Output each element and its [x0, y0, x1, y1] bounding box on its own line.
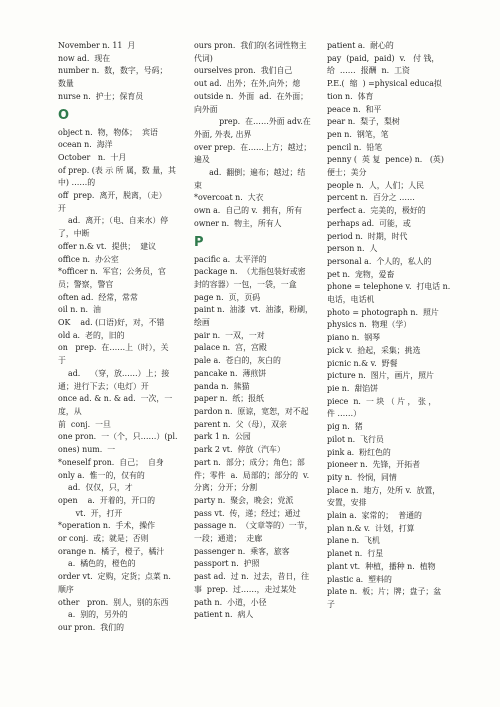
- entry-line: offer n.& vt. 提供； 建议: [58, 241, 157, 251]
- dictionary-entry: [194, 419, 316, 432]
- dictionary-entry: [58, 190, 180, 215]
- entry-continuation: 外面, 外表, 出界: [194, 129, 252, 139]
- dictionary-entry: [58, 495, 180, 508]
- entry-line: pacific a. 太平洋的: [194, 254, 267, 264]
- dictionary-entry: [194, 520, 316, 545]
- dictionary-entry: [327, 332, 451, 345]
- entry-line: part n. 部分；成分；角色；部: [194, 457, 305, 467]
- entry-line: pale a. 苍白的，灰白的: [194, 356, 281, 366]
- entry-line: pear n. 梨子，梨树: [327, 117, 400, 127]
- dictionary-entry: [194, 142, 316, 167]
- entry-line: plastic a. 塑料的: [327, 574, 392, 584]
- entry-line: pink a. 粉红色的: [327, 447, 391, 457]
- entry-line: *officer n. 军官；公务员，官: [58, 267, 166, 277]
- entry-line: paper n. 纸；报纸: [194, 394, 264, 404]
- dictionary-entry: [327, 269, 451, 282]
- dictionary-entry: [58, 53, 180, 66]
- dictionary-entry: [58, 609, 180, 622]
- entry-continuation: 便士；美分: [327, 168, 367, 178]
- dictionary-entry: [327, 129, 451, 142]
- dictionary-entry: [327, 53, 451, 78]
- entry-line: our pron. 我们的: [58, 622, 124, 632]
- dictionary-entry: [327, 319, 451, 332]
- entry-line: place n. 地方，处所 v. 放置，: [327, 485, 441, 495]
- entry-continuation: 遍及: [194, 155, 210, 165]
- dictionary-entry: [327, 243, 451, 256]
- dictionary-entry: [194, 342, 316, 355]
- dictionary-entry: [58, 470, 180, 483]
- dictionary-entry: [194, 65, 316, 78]
- entry-line: passenger n. 乘客，旅客: [194, 546, 290, 556]
- entry-line: outside n. 外面 ad. 在外面；: [194, 91, 309, 101]
- entry-line: ad. 翻倒；遍布；越过；结: [194, 168, 306, 178]
- entry-line: only a. 惟一的，仅有的: [58, 470, 145, 480]
- entry-line: pioneer n. 先锋，开拓者: [327, 460, 420, 470]
- entry-line: plain a. 家常的； 普通的: [327, 511, 422, 521]
- dictionary-entry: [194, 546, 316, 559]
- dictionary-entry: [58, 508, 180, 521]
- dictionary-entry: [58, 622, 180, 635]
- entry-line: piano n. 钢琴: [327, 333, 381, 343]
- entry-line: prep. 在……外面 adv.在: [194, 117, 311, 127]
- dictionary-entry: [327, 459, 451, 472]
- dictionary-entry: [58, 457, 180, 470]
- dictionary-entry: [194, 116, 316, 141]
- entry-line: ourselves pron. 我们自己: [194, 66, 293, 76]
- entry-line: P.E.( 缩 ) =physical educa拟: [327, 79, 442, 89]
- dictionary-entry: [327, 561, 451, 574]
- entry-continuation: 子: [327, 599, 335, 609]
- entry-line: number n. 数，数字，号码；: [58, 66, 168, 76]
- entry-continuation: 代词): [194, 53, 213, 63]
- dictionary-entry: [58, 266, 180, 291]
- entry-line: pilot n. 飞行员: [327, 434, 384, 444]
- dictionary-entry: [327, 535, 451, 548]
- dictionary-entry: [58, 127, 180, 140]
- entry-line: November n. 11 月: [58, 41, 136, 50]
- entry-line: open a. 开着的，开口的: [58, 495, 156, 505]
- dictionary-entry: [58, 546, 180, 559]
- entry-line: perfect a. 完美的，极好的: [327, 206, 426, 216]
- dictionary-entry: [327, 256, 451, 269]
- dictionary-entry: [327, 434, 451, 447]
- entry-line: often ad. 经常，常常: [58, 292, 138, 302]
- dictionary-entry: [194, 78, 316, 91]
- entry-line: ours pron. 我们的(名词性物主: [194, 41, 307, 50]
- entry-line: period n. 时期，时代: [327, 231, 408, 241]
- entry-line: palace n. 宫，宫殿: [194, 343, 267, 353]
- entry-continuation: 束: [194, 180, 202, 190]
- entry-line: ocean n. 海洋: [58, 140, 113, 150]
- entry-line: *overcoat n. 大衣: [194, 193, 264, 203]
- entry-line: *operation n. 手术，操作: [58, 521, 155, 531]
- entry-line: old a. 老的，旧的: [58, 330, 125, 340]
- dictionary-entry: [58, 482, 180, 495]
- entry-line: October n. 十月: [58, 152, 127, 162]
- entry-line: planet n. 行星: [327, 549, 384, 559]
- entry-continuation: 员；警察，警官: [58, 279, 114, 289]
- dictionary-entry: [327, 358, 451, 371]
- dictionary-entry: [194, 406, 316, 419]
- dictionary-entry: [194, 431, 316, 444]
- dictionary-entry: [327, 396, 451, 421]
- entry-line: phone = telephone v. 打电话 n.: [327, 282, 451, 292]
- entry-line: pancake n. 薄煎饼: [194, 368, 267, 378]
- dictionary-entry: [58, 304, 180, 317]
- dictionary-entry: [58, 241, 180, 254]
- dictionary-entry: [58, 368, 180, 393]
- column-1: [58, 40, 180, 707]
- dictionary-entry: [194, 609, 316, 622]
- dictionary-entry: [327, 485, 451, 510]
- entry-line: OK ad. (口语)好，对，不错: [58, 318, 165, 328]
- dictionary-entry: [58, 91, 180, 104]
- dictionary-entry: [327, 370, 451, 383]
- entry-line: vt. 开，打开: [58, 508, 123, 518]
- entry-continuation: 件；零件 a. 局部的；部分的 v.: [194, 470, 310, 480]
- dictionary-entry: [327, 231, 451, 244]
- entry-line: own a. 自己的 v. 拥有，所有: [194, 206, 303, 216]
- entry-continuation: 通；进行下去；（电灯）开: [58, 381, 149, 391]
- entry-line: picnic n.& v. 野餐: [327, 358, 398, 368]
- dictionary-entry: [194, 368, 316, 381]
- entry-line: office n. 办公室: [58, 254, 119, 264]
- entry-line: of prep. (表 示 所 属，数 量，其: [58, 165, 176, 175]
- dictionary-entry: [58, 558, 180, 571]
- entry-line: past ad. 过 n. 过去，昔日，往: [194, 572, 310, 582]
- entry-line: people n. 人，人们；人民: [327, 180, 425, 190]
- dictionary-entry: [327, 40, 451, 53]
- dictionary-entry: [58, 431, 180, 456]
- entry-continuation: 安置，安排: [327, 498, 367, 508]
- section-heading: P: [194, 234, 204, 250]
- entry-line: on prep. 在……上（时），关: [58, 343, 169, 353]
- dictionary-entry: [58, 65, 180, 90]
- section-heading: O: [58, 107, 70, 123]
- entry-continuation: 一段；通道； 走廊: [194, 534, 263, 544]
- dictionary-entry: [327, 154, 451, 179]
- entry-line: pencil n. 铅笔: [327, 142, 383, 152]
- dictionary-entry: [194, 205, 316, 218]
- dictionary-entry: [194, 355, 316, 368]
- entry-line: off prep. 离开，脱离，（走）: [58, 191, 167, 201]
- entry-continuation: 顺序: [58, 584, 74, 594]
- dictionary-entry: [327, 205, 451, 218]
- entry-line: person n. 人: [327, 244, 378, 254]
- entry-line: plate n. 板；片；牌；盘子；盆: [327, 587, 442, 597]
- dictionary-entry: [327, 218, 451, 231]
- entry-line: *oneself pron. 自己； 自身: [58, 457, 164, 467]
- dictionary-entry: [58, 139, 180, 152]
- entry-line: percent n. 百分之 ……: [327, 193, 415, 203]
- entry-line: ad. 离开；（电、自来水）停: [58, 216, 169, 226]
- entry-line: out ad. 出外；在外,向外；熄: [194, 79, 301, 89]
- entry-line: penny ( 英 复 pence) n. (英): [327, 155, 444, 165]
- dictionary-entry: [327, 104, 451, 117]
- entry-line: pass vt. 传，递；经过；通过: [194, 508, 301, 518]
- entry-line: orange n. 橘子，橙子，橘汁: [58, 546, 165, 556]
- dictionary-entry: [327, 307, 451, 320]
- entry-line: pity n. 怜悯，同情: [327, 472, 397, 482]
- dictionary-entry: [327, 523, 451, 536]
- dictionary-entry: [194, 218, 316, 231]
- entry-line: once ad. & n. & ad. 一次，一度，从: [58, 394, 173, 416]
- entry-line: or conj. 或；就是；否则: [58, 534, 149, 544]
- entry-continuation: 绘画: [194, 318, 210, 328]
- column-2: [194, 40, 316, 707]
- entry-line: plan n.& v. 计划，打算: [327, 523, 415, 533]
- dictionary-entry: [194, 597, 316, 610]
- entry-continuation: 向外面: [194, 104, 218, 114]
- entry-line: pig n. 猪: [327, 422, 363, 432]
- entry-line: plane n. 飞机: [327, 536, 380, 546]
- entry-line: other pron. 别人，别的东西: [58, 597, 169, 607]
- entry-continuation: tion n. 体育: [327, 91, 374, 101]
- entry-line: pardon n. 原谅，宽恕，对不起: [194, 406, 309, 416]
- dictionary-entry: [58, 317, 180, 330]
- dictionary-entry: [194, 292, 316, 305]
- dictionary-entry: [58, 571, 180, 596]
- entry-continuation: 于: [58, 356, 66, 366]
- entry-line: peace n. 和平: [327, 104, 382, 114]
- dictionary-entry: [58, 597, 180, 610]
- dictionary-entry: [327, 548, 451, 561]
- entry-line: pair n. 一双，一对: [194, 330, 265, 340]
- column-3: [327, 40, 451, 707]
- dictionary-entry: [194, 91, 316, 116]
- entry-line: pie n. 甜馅饼: [327, 383, 379, 393]
- entry-line: page n. 页，页码: [194, 292, 261, 302]
- entry-line: plant vt. 种植，播种 n. 植物: [327, 561, 436, 571]
- entry-continuation: 电话，电话机: [327, 295, 375, 305]
- entry-continuation: 中) ……的: [58, 178, 96, 188]
- dictionary-entry: [58, 330, 180, 343]
- dictionary-entry: [58, 254, 180, 267]
- dictionary-entry: [327, 180, 451, 193]
- entry-continuation: 分离；分开；分割: [194, 483, 258, 493]
- entry-line: order vt. 定购，定货；点菜 n.: [58, 572, 171, 582]
- dictionary-entry: [194, 40, 316, 65]
- entry-line: park 2 vt. 停放（汽车）: [194, 445, 285, 455]
- entry-line: photo = photograph n. 照片: [327, 307, 439, 317]
- dictionary-entry: [327, 78, 451, 103]
- entry-line: pen n. 钢笔，笔: [327, 129, 389, 139]
- dictionary-entry: [194, 393, 316, 406]
- entry-line: owner n. 物主，所有人: [194, 218, 282, 228]
- dictionary-entry: [327, 510, 451, 523]
- entry-line: one pron. 一（个，只……）(pl.: [58, 432, 178, 442]
- dictionary-entry: [58, 393, 180, 431]
- dictionary-entry: [194, 571, 316, 596]
- dictionary-entry: [194, 381, 316, 394]
- entry-continuation: 给 …… 报酬 n. 工资: [327, 66, 410, 76]
- entry-line: physics n. 物理（学）: [327, 320, 412, 330]
- dictionary-entry: [327, 472, 451, 485]
- entry-line: patient n. 病人: [194, 610, 254, 620]
- dictionary-entry: [327, 383, 451, 396]
- entry-continuation: ones) num. 一: [58, 445, 116, 455]
- entry-line: park 1 n. 公园: [194, 432, 251, 442]
- dictionary-entry: [327, 421, 451, 434]
- entry-line: pet n. 宠物，爱畜: [327, 269, 395, 279]
- entry-continuation: 封的容器）一包，一袋，一盒: [194, 279, 297, 289]
- entry-line: object n. 物，物体； 宾语: [58, 127, 158, 137]
- dictionary-entry: [194, 508, 316, 521]
- entry-continuation: 前 conj. 一旦: [58, 419, 111, 429]
- dictionary-entry: [194, 304, 316, 329]
- entry-continuation: 了，中断: [58, 229, 90, 239]
- entry-line: party n. 聚会，晚会；党派: [194, 495, 294, 505]
- dictionary-entry: [327, 574, 451, 587]
- entry-line: oil n. n. 油: [58, 305, 101, 315]
- dictionary-entry: [58, 165, 180, 190]
- entry-line: ad. 仅仅，只，才: [58, 483, 133, 493]
- entry-line: paint n. 油漆 vt. 油漆，粉刷，: [194, 305, 313, 315]
- dictionary-entry: [194, 192, 316, 205]
- entry-continuation: 事 prep. 过……，走过某处: [194, 584, 297, 594]
- entry-line: a. 橘色的，橙色的: [58, 559, 136, 569]
- dictionary-entry: [327, 192, 451, 205]
- entry-line: panda n. 熊猫: [194, 381, 250, 391]
- dictionary-entry: [58, 520, 180, 533]
- dictionary-entry: [58, 533, 180, 546]
- entry-line: nurse n. 护士；保育员: [58, 91, 144, 101]
- dictionary-entry: [58, 342, 180, 367]
- entry-line: pick v. 拾起，采集；挑选: [327, 345, 421, 355]
- dictionary-entry: [327, 586, 451, 611]
- dictionary-entry: [58, 152, 180, 165]
- entry-continuation: 数量: [58, 79, 74, 89]
- dictionary-entry: [194, 266, 316, 291]
- entry-line: now ad. 现在: [58, 53, 111, 63]
- dictionary-entry: [194, 444, 316, 457]
- dictionary-entry: [327, 281, 451, 306]
- dictionary-entry: [194, 495, 316, 508]
- dictionary-entry: [194, 558, 316, 571]
- entry-continuation: 件 ……）: [327, 409, 362, 419]
- dictionary-entry: [194, 167, 316, 192]
- dictionary-entry: [194, 254, 316, 267]
- entry-line: package n. （尤指包装好或密: [194, 267, 306, 277]
- entry-line: passage n. （文章等的）一节，: [194, 521, 313, 531]
- dictionary-entry: [327, 116, 451, 129]
- entry-line: perhaps ad. 可能，或: [327, 218, 411, 228]
- entry-line: patient a. 耐心的: [327, 41, 394, 50]
- entry-line: path n. 小道，小径: [194, 597, 267, 607]
- dictionary-entry: [194, 330, 316, 343]
- entry-line: ad. （穿，放……）上；接: [58, 368, 170, 378]
- entry-line: piece n. 一 块 （ 片 ， 张 ，: [327, 396, 437, 406]
- entry-line: pay (paid, paid) v. 付 钱，: [327, 53, 440, 63]
- entry-continuation: 开: [58, 203, 66, 213]
- dictionary-entry: [58, 292, 180, 305]
- dictionary-entry: [58, 215, 180, 240]
- dictionary-entry: [58, 40, 180, 53]
- entry-line: over prep. 在……上方；越过；: [194, 142, 312, 152]
- entry-line: a. 别的，另外的: [58, 610, 128, 620]
- entry-line: personal a. 个人的，私人的: [327, 256, 432, 266]
- dictionary-entry: [327, 345, 451, 358]
- dictionary-entry: [194, 457, 316, 495]
- entry-line: picture n. 图片，画片，照片: [327, 371, 434, 381]
- entry-line: passport n. 护照: [194, 559, 260, 569]
- dictionary-entry: [327, 447, 451, 460]
- entry-line: parent n. 父（母），双亲: [194, 419, 287, 429]
- dictionary-entry: [327, 142, 451, 155]
